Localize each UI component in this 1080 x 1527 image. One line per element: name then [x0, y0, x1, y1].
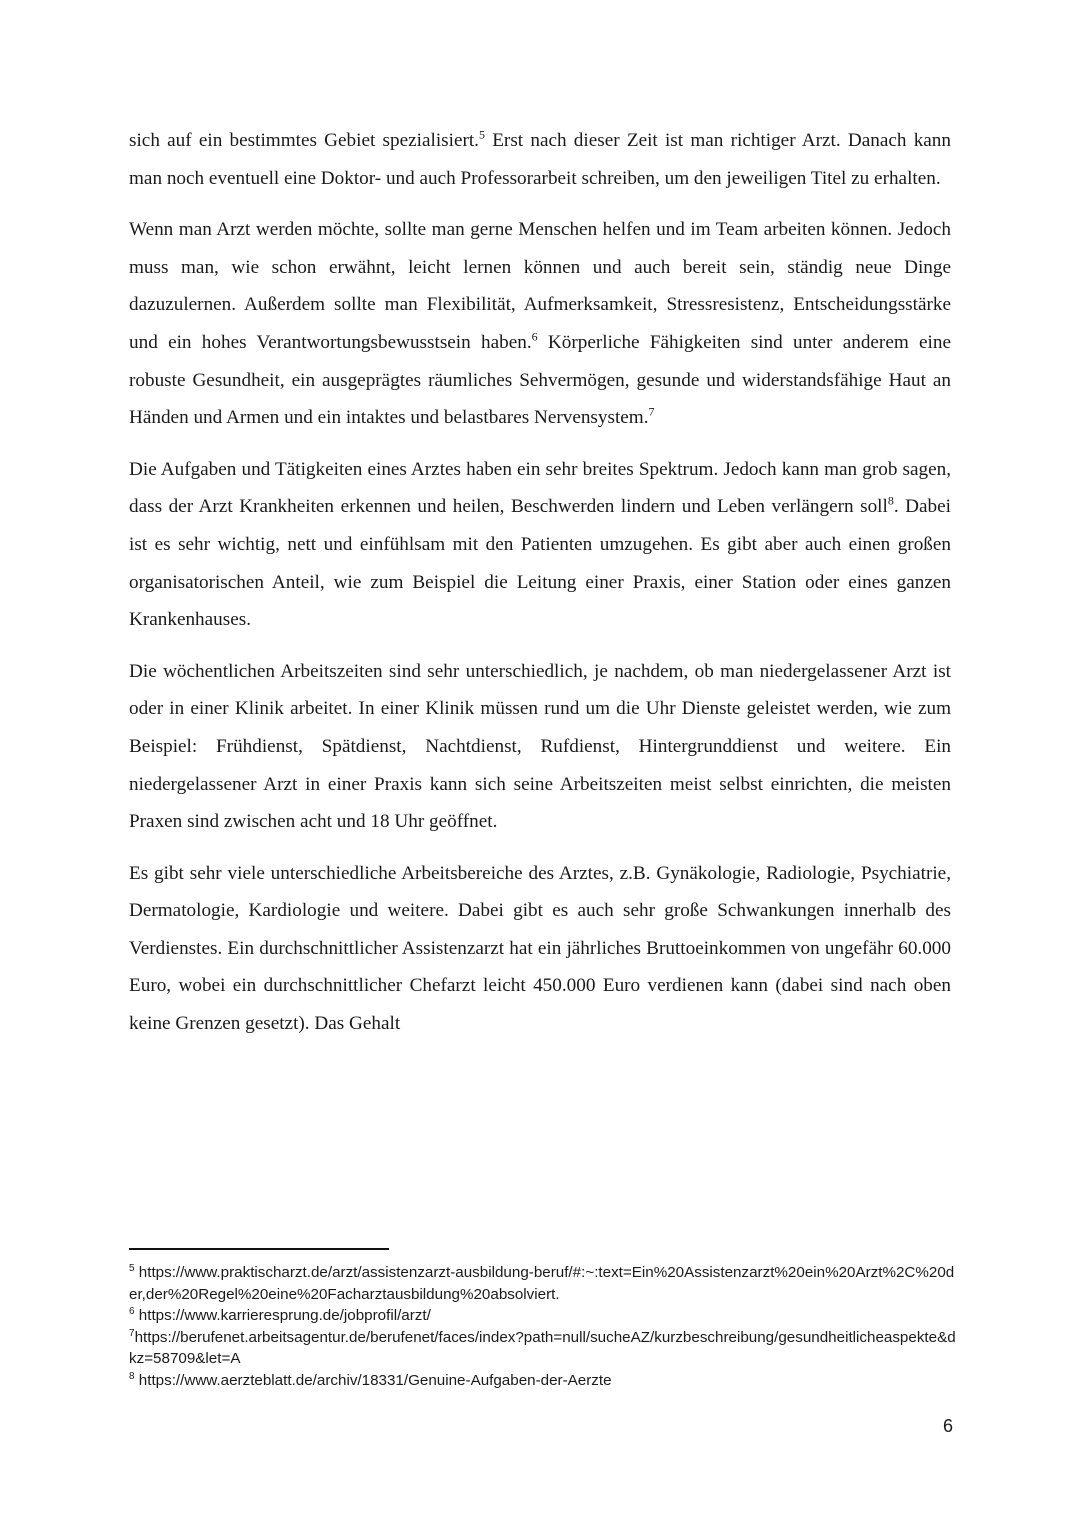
footnote-link[interactable]: https://www.praktischarzt.de/arzt/assistenzarzt-ausbildung-beruf/#:~:text=Ein%20Assistenzarzt%20ein%20Arzt%2C%20der,der%20Regel%20eine%20Facharztausbildung%20absolviert.: [129, 1264, 955, 1303]
footnote-ref: 6: [531, 329, 538, 344]
footnote-link[interactable]: https://berufenet.arbeitsagentur.de/berufenet/faces/index?path=null/sucheAZ/kurzbeschreibung/gesundheitlicheaspekte&dkz=58709&let=A: [129, 1328, 956, 1367]
footnote-separator: [129, 1248, 389, 1250]
footnote-ref: 7: [648, 404, 655, 419]
footnote-8: $^8$ https://www.aerzteblatt.de/archiv/18331/Genuine-Aufgaben-der-Aerzte: [129, 1370, 612, 1389]
footnote-link[interactable]: https://www.karrieresprung.de/jobprofil/arzt/: [134, 1307, 431, 1324]
footnote-link[interactable]: https://www.aerzteblatt.de/archiv/18331/Genuine-Aufgaben-der-Aerzte: [134, 1371, 612, 1389]
paragraph: Die Aufgaben und Tätigkeiten eines Arztes haben ein sehr breites Spektrum. Jedoch kann man grob sagen, dass der Arzt Krankheiten erkennen und heilen, Beschwerden lindern und Leben verlängern soll$^8$. Dabei ist es sehr wichtig, nett und einfühlsam mit den Patienten umzugehen. Es gibt aber auch einen großen organisatorischen Anteil, wie zum Beispiel die Leitung einer Praxis, einer Station oder eines ganzen Krankenhauses.: [129, 458, 951, 631]
footnotes: [129, 1262, 959, 1391]
footnote-ref: 5: [478, 127, 485, 142]
footnote-7: $^7$https://berufenet.arbeitsagentur.de/berufenet/faces/index?path=null/sucheAZ/kurzbeschreibung/gesundheitlicheaspekte&dkz=58709&let=A: [129, 1327, 956, 1367]
body-text: [129, 122, 951, 1043]
page-number: 6: [942, 1416, 953, 1436]
paragraph: Es gibt sehr viele unterschiedliche Arbeitsbereiche des Arztes, z.B. Gynäkologie, Radiologie, Psychiatrie, Dermatologie, Kardiologie und weitere. Dabei gibt es auch sehr große Schwankungen innerhalb des Verdienstes. Ein durchschnittlicher Assistenzarzt hat ein jährliches Bruttoeinkommen von ungefähr 60.000 Euro, wobei ein durchschnittlicher Chefarzt leicht 450.000 Euro verdienen kann (dabei sind nach oben keine Grenzen gesetzt). Das Gehalt: [129, 862, 951, 1035]
footnote-ref: 8: [887, 493, 894, 508]
footnote-5: $^5$ https://www.praktischarzt.de/arzt/assistenzarzt-ausbildung-beruf/#:~:text=Ein%20Assistenzarzt%20ein%20Arzt%2C%20der,der%20Regel%20eine%20Facharztausbildung%20absolviert.: [129, 1262, 955, 1303]
paragraph: Die wöchentlichen Arbeitszeiten sind sehr unterschiedlich, je nachdem, ob man niedergelassener Arzt ist oder in einer Klinik arbeitet. In einer Klinik müssen rund um die Uhr Dienste geleistet werden, wie zum Beispiel: Frühdienst, Spätdienst, Nachtdienst, Rufdienst, Hintergrunddienst und weitere. Ein niedergelassener Arzt in einer Praxis kann sich seine Arbeitszeiten meist selbst einrichten, die meisten Praxen sind zwischen acht und 18 Uhr geöffnet.: [129, 660, 951, 833]
footnote-6: $^6$ https://www.karrieresprung.de/jobprofil/arzt/: [129, 1305, 431, 1324]
paragraph: Wenn man Arzt werden möchte, sollte man gerne Menschen helfen und im Team arbeiten können. Jedoch muss man, wie schon erwähnt, leicht lernen können und auch bereit sein, ständig neue Dinge dazuzulernen. Außerdem sollte man Flexibilität, Aufmerksamkeit, Stressresistenz, Entscheidungsstärke und ein hohes Verantwortungsbewusstsein haben.$^6$ Körperliche Fähigkeiten sind unter anderem eine robuste Gesundheit, ein ausgeprägtes räumliches Sehvermögen, gesunde und widerstandsfähige Haut an Händen und Armen und ein intaktes und belastbares Nervensystem.$^7$: [129, 219, 951, 429]
paragraph: sich auf ein bestimmtes Gebiet spezialisiert.$^5$ Erst nach dieser Zeit ist man richtiger Arzt. Danach kann man noch eventuell eine Doktor- und auch Professorarbeit schreiben, um den jeweiligen Titel zu erhalten.: [129, 127, 951, 189]
